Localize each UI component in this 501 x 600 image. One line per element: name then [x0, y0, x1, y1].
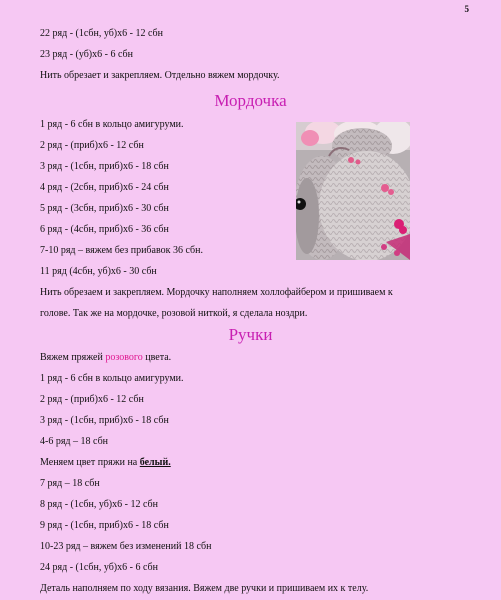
snout-row-6: 6 ряд - (4сбн, приб)х6 - 36 сбн	[40, 224, 169, 235]
arms-change-color: белый.	[139, 457, 171, 468]
arms-row-24: 24 ряд - (1сбн, уб)х6 - 6 сбн	[40, 562, 158, 573]
snout-row-11: 11 ряд (4сбн, уб)х6 - 30 сбн	[40, 266, 157, 277]
arms-yarn-line	[40, 352, 171, 364]
arms-row-8: 8 ряд - (1сбн, уб)х6 - 12 сбн	[40, 499, 158, 510]
arms-yarn-suffix: цвета.	[142, 352, 172, 363]
snout-note-2: голове. Так же на мордочке, розовой ниткой, я сделала ноздри.	[40, 308, 308, 319]
arms-row-7: 7 ряд – 18 сбн	[40, 478, 100, 489]
snout-row-2: 2 ряд - (приб)х6 - 12 сбн	[40, 140, 144, 151]
snout-row-7-10: 7-10 ряд – вяжем без прибавок 36 сбн.	[40, 245, 203, 256]
snout-row-3: 3 ряд - (1сбн, приб)х6 - 18 сбн	[40, 161, 169, 172]
arms-change-prefix: Меняем цвет пряжи на	[40, 457, 140, 468]
intro-note: Нить обрезает и закрепляем. Отдельно вяжем мордочку.	[40, 70, 280, 81]
crochet-snout-image	[296, 122, 410, 260]
snout-row-4: 4 ряд - (2сбн, приб)х6 - 24 сбн	[40, 182, 169, 193]
arms-row-2: 2 ряд - (приб)х6 - 12 сбн	[40, 394, 144, 405]
arms-yarn-color: розового	[105, 352, 143, 363]
arms-final-note: Деталь наполняем по ходу вязания. Вяжем две ручки и пришиваем их к телу.	[40, 583, 369, 594]
arms-color-change	[40, 457, 171, 469]
arms-row-3: 3 ряд - (1сбн, приб)х6 - 18 сбн	[40, 415, 169, 426]
snout-row-5: 5 ряд - (3сбн, приб)х6 - 30 сбн	[40, 203, 169, 214]
snout-photo	[296, 122, 410, 260]
page-number: 5	[464, 4, 469, 14]
arms-yarn-prefix: Вяжем пряжей	[40, 352, 106, 363]
snout-row-1: 1 ряд - 6 сбн в кольцо амигуруми.	[40, 119, 184, 130]
row-22: 22 ряд - (1сбн, уб)х6 - 12 сбн	[40, 28, 163, 39]
row-23: 23 ряд - (уб)х6 - 6 сбн	[40, 49, 133, 60]
arms-row-10-23: 10-23 ряд – вяжем без изменений 18 сбн	[40, 541, 212, 552]
snout-note-1: Нить обрезаем и закрепляем. Мордочку наполняем холлофайбером и пришиваем к	[40, 287, 393, 298]
arms-row-4-6: 4-6 ряд – 18 сбн	[40, 436, 109, 447]
arms-heading: Ручки	[228, 325, 273, 344]
arms-row-1: 1 ряд - 6 сбн в кольцо амигуруми.	[40, 373, 184, 384]
snout-heading: Мордочка	[214, 91, 287, 110]
arms-row-9: 9 ряд - (1сбн, приб)х6 - 18 сбн	[40, 520, 169, 531]
